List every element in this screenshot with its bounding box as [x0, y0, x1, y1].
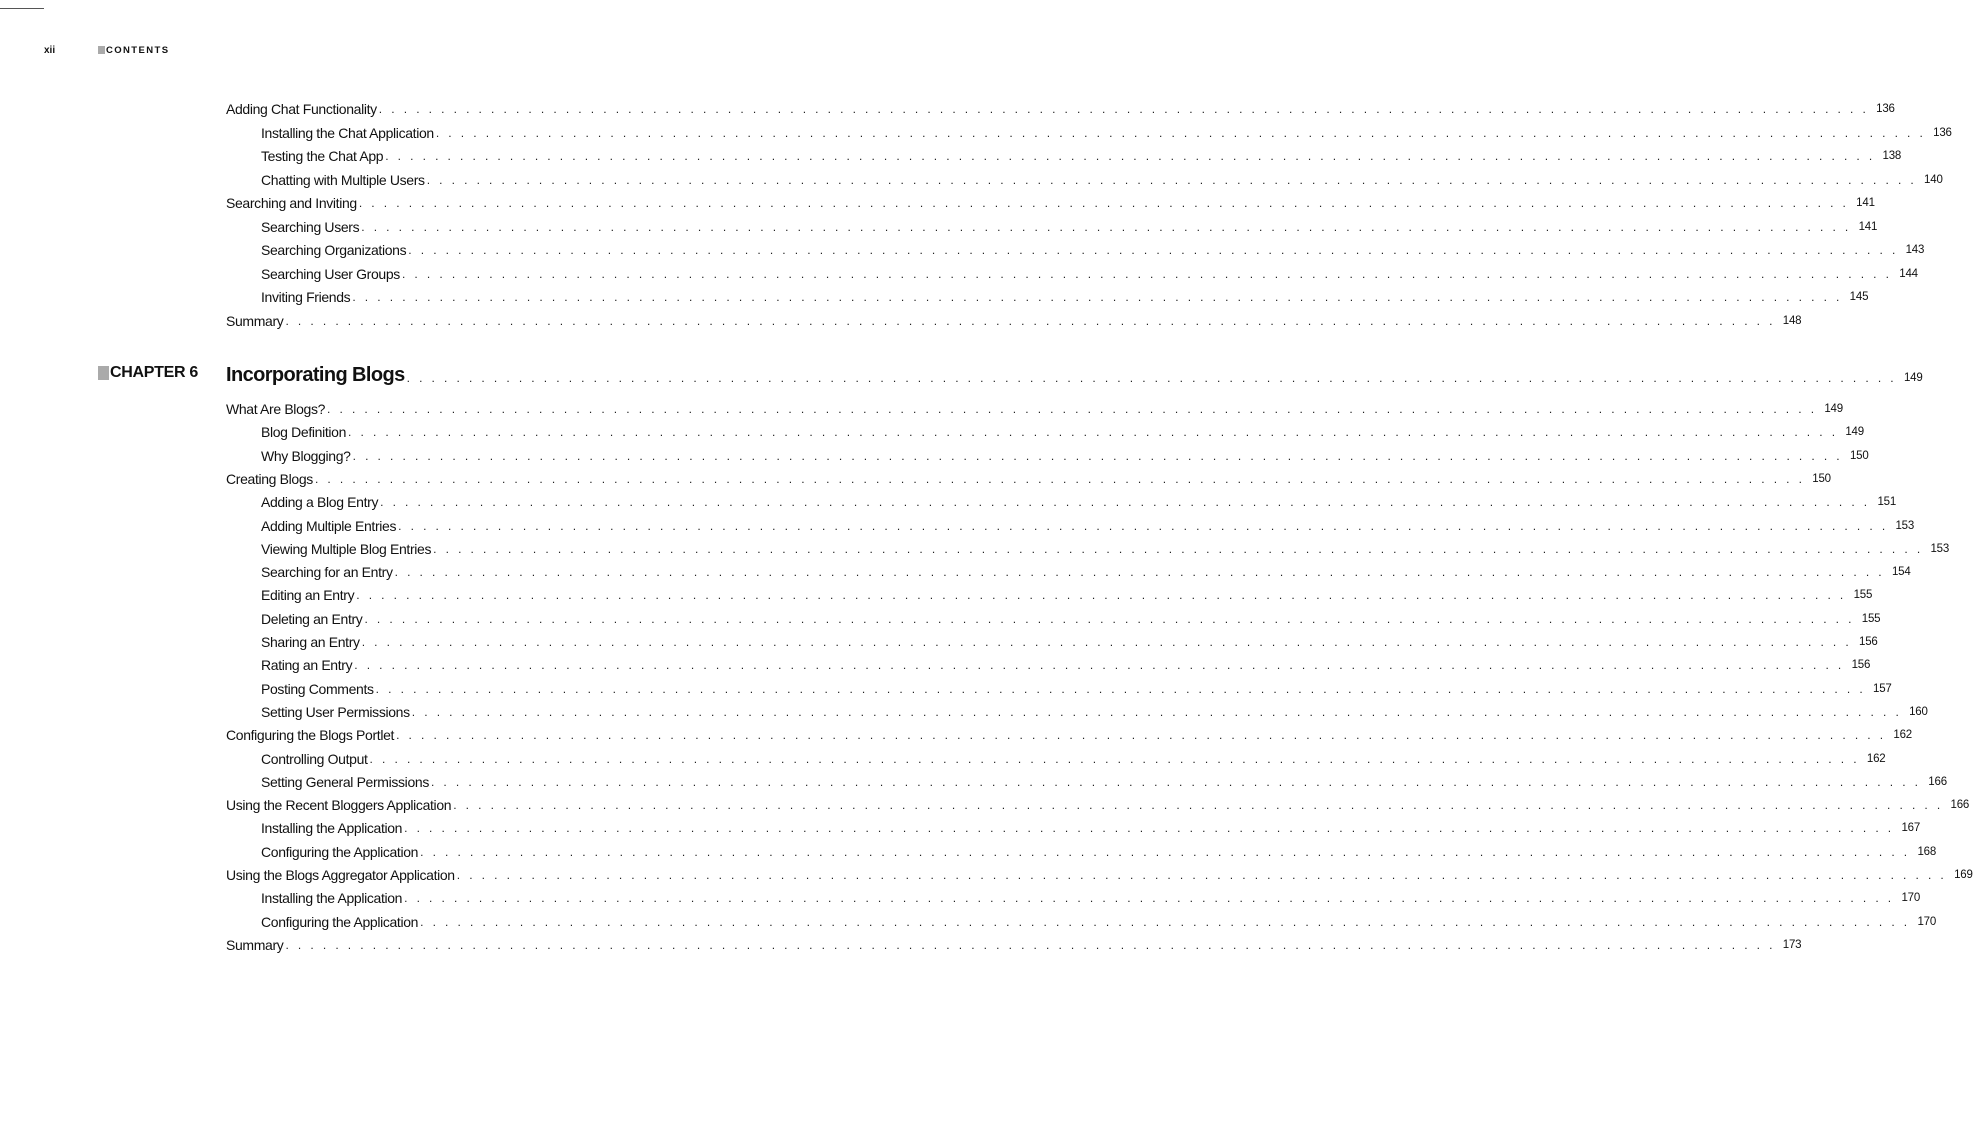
running-head — [44, 43, 169, 57]
toc-entry[interactable] — [261, 215, 1878, 235]
toc-entry-title: Posting Comments — [261, 680, 374, 697]
toc-entry-title: Controlling Output — [261, 750, 368, 767]
dot-leader: . . . . . . . . . . . . . . . . . . . . . . . . . . . . . . . . . . . . . . . . . . . . . . . . . . . . . . . . . . . . . . . . . . . . . . . . . . . . . . . . . . . . . . . . . . . . . . . . . . . . . . . . . . . . . . . . . . . . . . . . — [285, 937, 1776, 952]
dot-leader: . . . . . . . . . . . . . . . . . . . . . . . . . . . . . . . . . . . . . . . . . . . . . . . . . . . . . . . . . . . . . . . . . . . . . . . . . . . . . . . . . . . . . . . . . . . . . . . . . . . . . . . . . . . . . . . . . . . . . . . . — [348, 425, 1838, 440]
dot-leader: . . . . . . . . . . . . . . . . . . . . . . . . . . . . . . . . . . . . . . . . . . . . . . . . . . . . . . . . . . . . . . . . . . . . . . . . . . . . . . . . . . . . . . . . . . . . . . . . . . . . . . . . . . . . . . . . . . . . . . . . — [398, 518, 1889, 533]
toc-entry-title: Inviting Friends — [261, 289, 351, 305]
toc-entry-page-number: 149 — [1845, 426, 1864, 439]
toc-entry[interactable] — [261, 700, 1928, 720]
toc-entry-title: Viewing Multiple Blog Entries — [261, 540, 432, 557]
chapter-title-entry[interactable] — [226, 360, 1923, 386]
toc-entry-page-number: 141 — [1858, 220, 1878, 233]
toc-entry-title: Configuring the Application — [261, 843, 419, 860]
toc-entry[interactable] — [226, 467, 1831, 487]
dot-leader: . . . . . . . . . . . . . . . . . . . . . . . . . . . . . . . . . . . . . . . . . . . . . . . . . . . . . . . . . . . . . . . . . . . . . . . . . . . . . . . . . . . . . . . . . . . . . . . . . . . . . . . . . . . . . . . . . . . . . . . . — [364, 611, 1855, 626]
toc-entry[interactable] — [261, 840, 1937, 860]
dot-leader: . . . . . . . . . . . . . . . . . . . . . . . . . . . . . . . . . . . . . . . . . . . . . . . . . . . . . . . . . . . . . . . . . . . . . . . . . . . . . . . . . . . . . . . . . . . . . . . . . . . . . . . . . . . . . . . . . . . . . . . . — [354, 658, 1845, 673]
toc-entry-page-number: 151 — [1877, 496, 1897, 509]
toc-entry-title: Searching for an Entry — [261, 564, 393, 581]
toc-entry[interactable] — [261, 514, 1915, 534]
dot-leader: . . . . . . . . . . . . . . . . . . . . . . . . . . . . . . . . . . . . . . . . . . . . . . . . . . . . . . . . . . . . . . . . . . . . . . . . . . . . . . . . . . . . . . . . . . . . . . . . . . . . . . . . . . . . . . . . . . . . . . . . — [420, 914, 1911, 929]
toc-entry-page-number: 168 — [1917, 845, 1937, 858]
toc-entry-page-number: 156 — [1851, 659, 1871, 672]
toc-entry[interactable] — [226, 191, 1875, 211]
toc-entry[interactable] — [226, 933, 1802, 953]
toc-entry-page-number: 155 — [1861, 612, 1881, 625]
toc-entry-title: Sharing an Entry — [261, 634, 360, 650]
toc-entry-page-number: 169 — [1954, 869, 1973, 881]
toc-entry-page-number: 160 — [1909, 705, 1928, 718]
dot-leader: . . . . . . . . . . . . . . . . . . . . . . . . . . . . . . . . . . . . . . . . . . . . . . . . . . . . . . . . . . . . . . . . . . . . . . . . . . . . . . . . . . . . . . . . . . . . . . . . . . . . . . . . . . . . . . . . . . . . . . . . — [375, 681, 1866, 696]
toc-entry-page-number: 153 — [1895, 519, 1915, 532]
toc-entry[interactable] — [261, 816, 1921, 837]
toc-entry[interactable] — [261, 910, 1937, 930]
toc-entry-title: Using the Blogs Aggregator Application — [226, 867, 455, 883]
toc-entry-title: Rating an Entry — [261, 657, 353, 674]
dot-leader: . . . . . . . . . . . . . . . . . . . . . . . . . . . . . . . . . . . . . . . . . . . . . . . . . . . . . . . . . . . . . . . . . . . . . . . . . . . . . . . . . . . . . . . . . . . . . . . . . . . . . . . . . . . . . . . . . . . . . . . . — [385, 149, 1876, 163]
toc-entry[interactable] — [226, 863, 1973, 883]
toc-entry[interactable] — [261, 238, 1925, 258]
toc-entry[interactable] — [261, 770, 1947, 790]
dot-leader: . . . . . . . . . . . . . . . . . . . . . . . . . . . . . . . . . . . . . . . . . . . . . . . . . . . . . . . . . . . . . . . . . . . . . . . . . . . . . . . . . . . . . . . . . . . . . . . . . . . . . . . . . . . . . . . . . . . . . . . . — [433, 541, 1924, 556]
toc-entry-page-number: 140 — [1924, 173, 1943, 186]
toc-entry-page-number: 162 — [1866, 752, 1886, 765]
toc-entry-title: Setting General Permissions — [261, 773, 429, 790]
toc-entry-page-number: 162 — [1893, 729, 1912, 742]
toc-entry-page-number: 150 — [1849, 449, 1869, 462]
toc-entry-page-number: 148 — [1782, 314, 1802, 327]
toc-entry-page-number: 136 — [1876, 103, 1895, 115]
toc-entry[interactable] — [261, 560, 1911, 581]
toc-entry[interactable] — [261, 583, 1873, 604]
toc-entry-page-number: 144 — [1899, 267, 1918, 280]
toc-entry-title: Searching User Groups — [261, 265, 400, 282]
dot-leader: . . . . . . . . . . . . . . . . . . . . . . . . . . . . . . . . . . . . . . . . . . . . . . . . . . . . . . . . . . . . . . . . . . . . . . . . . . . . . . . . . . . . . . . . . . . . . . . . . . . . . . . . . . . . . . . . . . . . . . . . — [420, 844, 1911, 859]
toc-entry-title: Searching Organizations — [261, 242, 407, 258]
toc-entry-page-number: 143 — [1905, 244, 1925, 256]
dot-leader: . . . . . . . . . . . . . . . . . . . . . . . . . . . . . . . . . . . . . . . . . . . . . . . . . . . . . . . . . . . . . . . . . . . . . . . . . . . . . . . . . . . . . . . . . . . . . . . . . . . . . . . . . . . . . . . . . . . . . . . . — [352, 448, 1843, 463]
dot-leader: . . . . . . . . . . . . . . . . . . . . . . . . . . . . . . . . . . . . . . . . . . . . . . . . . . . . . . . . . . . . . . . . . . . . . . . . . . . . . . . . . . . . . . . . . . . . . . . . . . . . . . . . . . . . . . . . . . . . . . . . — [378, 102, 1869, 116]
toc-entry-title: Creating Blogs — [226, 470, 313, 487]
toc-entry-title: Adding Chat Functionality — [226, 101, 377, 117]
toc-entry[interactable] — [261, 420, 1864, 441]
toc-entry[interactable] — [261, 537, 1950, 557]
dot-leader: . . . . . . . . . . . . . . . . . . . . . . . . . . . . . . . . . . . . . . . . . . . . . . . . . . . . . . . . . . . . . . . . . . . . . . . . . . . . . . . . . . . . . . . . . . . . . . . . . . . . . . . . . . . . . . . . . . . . . . . . — [404, 821, 1895, 836]
section-label: CONTENTS — [106, 44, 170, 56]
toc-entry-page-number: 145 — [1849, 291, 1869, 303]
toc-entry-title: Adding a Blog Entry — [261, 494, 379, 511]
toc-entry-title: Configuring the Application — [261, 913, 419, 930]
dot-leader: . . . . . . . . . . . . . . . . . . . . . . . . . . . . . . . . . . . . . . . . . . . . . . . . . . . . . . . . . . . . . . . . . . . . . . . . . . . . . . . . . . . . . . . . . . . . . . . . . . . . . . . . . . . . . . . . . . . . . . . . — [426, 172, 1917, 187]
toc-entry[interactable] — [261, 630, 1878, 650]
dot-leader: . . . . . . . . . . . . . . . . . . . . . . . . . . . . . . . . . . . . . . . . . . . . . . . . . . . . . . . . . . . . . . . . . . . . . . . . . . . . . . . . . . . . . . . . . . . . . . . . . . . . . . . . . . . . . . . . . . . . . . . . — [456, 868, 1947, 882]
toc-entry[interactable] — [226, 97, 1895, 117]
toc-entry-page-number: 153 — [1930, 542, 1950, 555]
dot-leader: . . . . . . . . . . . . . . . . . . . . . . . . . . . . . . . . . . . . . . . . . . . . . . . . . . . . . . . . . . . . . . . . . . . . . . . . . . . . . . . . . . . . . . . . . . . . . . . . . . . . . . . . . . . . . . . . . . . . . . . . — [380, 495, 1871, 510]
toc-entry-page-number: 173 — [1782, 938, 1802, 951]
dot-leader: . . . . . . . . . . . . . . . . . . . . . . . . . . . . . . . . . . . . . . . . . . . . . . . . . . . . . . . . . . . . . . . . . . . . . . . . . . . . . . . . . . . . . . . . . . . . . . . . . . . . . . . . . . . . . . . . . . . . . . . . — [361, 635, 1852, 649]
toc-entry-title: Blog Definition — [261, 424, 347, 441]
toc-entry-title: Using the Recent Bloggers Application — [226, 797, 452, 814]
toc-entry-page-number: 166 — [1928, 775, 1947, 788]
chapter-title: Incorporating Blogs — [226, 364, 405, 386]
toc-entry-title: Configuring the Blogs Portlet — [226, 727, 395, 744]
toc-entry-page-number: 149 — [1824, 403, 1843, 415]
dot-leader: . . . . . . . . . . . . . . . . . . . . . . . . . . . . . . . . . . . . . . . . . . . . . . . . . . . . . . . . . . . . . . . . . . . . . . . . . . . . . . . . . . . . . . . . . . . . . . . . . . . . . . . . . . . . . . . . . . . . . . . . — [352, 290, 1843, 304]
toc-entry-page-number: 138 — [1882, 150, 1902, 162]
corner-rule — [0, 8, 44, 9]
toc-entry-page-number: 156 — [1859, 636, 1878, 648]
toc-entry-title: Testing the Chat App — [261, 148, 384, 164]
toc-entry-title: Editing an Entry — [261, 587, 355, 604]
toc-entry[interactable] — [261, 886, 1921, 907]
dot-leader: . . . . . . . . . . . . . . . . . . . . . . . . . . . . . . . . . . . . . . . . . . . . . . . . . . . . . . . . . . . . . . . . . . . . . . . . . . . . . . . . . . . . . . . . . . . . . . . . . . . . . . . . . . . . . . . . . . . . . . . . — [406, 371, 1897, 385]
dot-leader: . . . . . . . . . . . . . . . . . . . . . . . . . . . . . . . . . . . . . . . . . . . . . . . . . . . . . . . . . . . . . . . . . . . . . . . . . . . . . . . . . . . . . . . . . . . . . . . . . . . . . . . . . . . . . . . . . . . . . . . . — [314, 471, 1805, 486]
page-number: xii — [44, 44, 56, 56]
toc-entry-page-number: 170 — [1917, 915, 1937, 928]
toc-entry-title: What Are Blogs? — [226, 401, 326, 417]
toc-entry[interactable] — [261, 168, 1943, 188]
dot-leader: . . . . . . . . . . . . . . . . . . . . . . . . . . . . . . . . . . . . . . . . . . . . . . . . . . . . . . . . . . . . . . . . . . . . . . . . . . . . . . . . . . . . . . . . . . . . . . . . . . . . . . . . . . . . . . . . . . . . . . . . — [453, 798, 1944, 813]
toc-entry-page-number: 150 — [1812, 472, 1831, 485]
toc-entry[interactable] — [226, 397, 1843, 417]
toc-entry[interactable] — [261, 490, 1897, 511]
toc-entry[interactable] — [226, 793, 1970, 814]
toc-entry-title: Installing the Chat Application — [261, 124, 434, 141]
section-label-group — [98, 45, 169, 56]
toc-entry-title: Installing the Application — [261, 890, 403, 907]
toc-entry-page-number: 136 — [1933, 126, 1952, 139]
dot-leader: . . . . . . . . . . . . . . . . . . . . . . . . . . . . . . . . . . . . . . . . . . . . . . . . . . . . . . . . . . . . . . . . . . . . . . . . . . . . . . . . . . . . . . . . . . . . . . . . . . . . . . . . . . . . . . . . . . . . . . . . — [408, 243, 1899, 257]
toc-entry-title: Why Blogging? — [261, 447, 351, 464]
toc-entry[interactable] — [261, 653, 1871, 674]
toc-entry-page-number: 167 — [1901, 822, 1921, 835]
toc-entry[interactable] — [261, 285, 1869, 305]
toc-entry[interactable] — [261, 262, 1918, 282]
toc-entry-title: Searching Users — [261, 218, 360, 235]
dot-leader: . . . . . . . . . . . . . . . . . . . . . . . . . . . . . . . . . . . . . . . . . . . . . . . . . . . . . . . . . . . . . . . . . . . . . . . . . . . . . . . . . . . . . . . . . . . . . . . . . . . . . . . . . . . . . . . . . . . . . . . . — [396, 728, 1886, 743]
toc-entry[interactable] — [261, 607, 1881, 627]
gray-square-icon — [98, 46, 105, 54]
toc-entry[interactable] — [261, 144, 1902, 164]
toc-entry[interactable] — [261, 444, 1869, 464]
chapter-label-text: CHAPTER 6 — [110, 364, 198, 381]
toc-entry-title: Deleting an Entry — [261, 610, 363, 627]
toc-entry-title: Installing the Application — [261, 820, 403, 837]
dot-leader: . . . . . . . . . . . . . . . . . . . . . . . . . . . . . . . . . . . . . . . . . . . . . . . . . . . . . . . . . . . . . . . . . . . . . . . . . . . . . . . . . . . . . . . . . . . . . . . . . . . . . . . . . . . . . . . . . . . . . . . . — [369, 751, 1860, 766]
dot-leader: . . . . . . . . . . . . . . . . . . . . . . . . . . . . . . . . . . . . . . . . . . . . . . . . . . . . . . . . . . . . . . . . . . . . . . . . . . . . . . . . . . . . . . . . . . . . . . . . . . . . . . . . . . . . . . . . . . . . . . . . — [411, 704, 1902, 719]
dot-leader: . . . . . . . . . . . . . . . . . . . . . . . . . . . . . . . . . . . . . . . . . . . . . . . . . . . . . . . . . . . . . . . . . . . . . . . . . . . . . . . . . . . . . . . . . . . . . . . . . . . . . . . . . . . . . . . . . . . . . . . . — [356, 588, 1847, 603]
dot-leader: . . . . . . . . . . . . . . . . . . . . . . . . . . . . . . . . . . . . . . . . . . . . . . . . . . . . . . . . . . . . . . . . . . . . . . . . . . . . . . . . . . . . . . . . . . . . . . . . . . . . . . . . . . . . . . . . . . . . . . . . — [435, 125, 1926, 140]
dot-leader: . . . . . . . . . . . . . . . . . . . . . . . . . . . . . . . . . . . . . . . . . . . . . . . . . . . . . . . . . . . . . . . . . . . . . . . . . . . . . . . . . . . . . . . . . . . . . . . . . . . . . . . . . . . . . . . . . . . . . . . . — [404, 891, 1895, 906]
toc-entry[interactable] — [261, 747, 1886, 767]
toc-entry-title: Setting User Permissions — [261, 703, 410, 720]
chapter-label — [98, 362, 198, 384]
toc-entry-page-number: 166 — [1950, 799, 1970, 812]
dot-leader: . . . . . . . . . . . . . . . . . . . . . . . . . . . . . . . . . . . . . . . . . . . . . . . . . . . . . . . . . . . . . . . . . . . . . . . . . . . . . . . . . . . . . . . . . . . . . . . . . . . . . . . . . . . . . . . . . . . . . . . . — [327, 402, 1817, 416]
gray-square-icon — [98, 366, 109, 380]
toc-entry-title: Adding Multiple Entries — [261, 517, 397, 534]
dot-leader: . . . . . . . . . . . . . . . . . . . . . . . . . . . . . . . . . . . . . . . . . . . . . . . . . . . . . . . . . . . . . . . . . . . . . . . . . . . . . . . . . . . . . . . . . . . . . . . . . . . . . . . . . . . . . . . . . . . . . . . . — [285, 313, 1776, 328]
toc-entry[interactable] — [226, 723, 1912, 744]
toc-entry-page-number: 154 — [1891, 566, 1911, 579]
toc-entry[interactable] — [261, 677, 1892, 697]
toc-entry-page-number: 141 — [1856, 197, 1875, 209]
toc-entry-title: Summary — [226, 312, 284, 329]
toc-entry-title: Summary — [226, 936, 284, 953]
dot-leader: . . . . . . . . . . . . . . . . . . . . . . . . . . . . . . . . . . . . . . . . . . . . . . . . . . . . . . . . . . . . . . . . . . . . . . . . . . . . . . . . . . . . . . . . . . . . . . . . . . . . . . . . . . . . . . . . . . . . . . . . — [394, 565, 1885, 580]
dot-leader: . . . . . . . . . . . . . . . . . . . . . . . . . . . . . . . . . . . . . . . . . . . . . . . . . . . . . . . . . . . . . . . . . . . . . . . . . . . . . . . . . . . . . . . . . . . . . . . . . . . . . . . . . . . . . . . . . . . . . . . . — [361, 219, 1852, 234]
toc-entry-page-number: 157 — [1873, 682, 1892, 695]
toc-entry-page-number: 170 — [1901, 892, 1921, 905]
toc-entry-title: Searching and Inviting — [226, 195, 357, 211]
toc-entry[interactable] — [226, 309, 1802, 329]
dot-leader: . . . . . . . . . . . . . . . . . . . . . . . . . . . . . . . . . . . . . . . . . . . . . . . . . . . . . . . . . . . . . . . . . . . . . . . . . . . . . . . . . . . . . . . . . . . . . . . . . . . . . . . . . . . . . . . . . . . . . . . . — [430, 774, 1921, 789]
toc-entry-page-number: 155 — [1853, 589, 1873, 602]
dot-leader: . . . . . . . . . . . . . . . . . . . . . . . . . . . . . . . . . . . . . . . . . . . . . . . . . . . . . . . . . . . . . . . . . . . . . . . . . . . . . . . . . . . . . . . . . . . . . . . . . . . . . . . . . . . . . . . . . . . . . . . . — [401, 266, 1892, 281]
toc-entry-title: Chatting with Multiple Users — [261, 171, 425, 188]
chapter-page-number: 149 — [1903, 372, 1923, 384]
toc-entry[interactable] — [261, 121, 1952, 141]
dot-leader: . . . . . . . . . . . . . . . . . . . . . . . . . . . . . . . . . . . . . . . . . . . . . . . . . . . . . . . . . . . . . . . . . . . . . . . . . . . . . . . . . . . . . . . . . . . . . . . . . . . . . . . . . . . . . . . . . . . . . . . . — [358, 196, 1849, 210]
